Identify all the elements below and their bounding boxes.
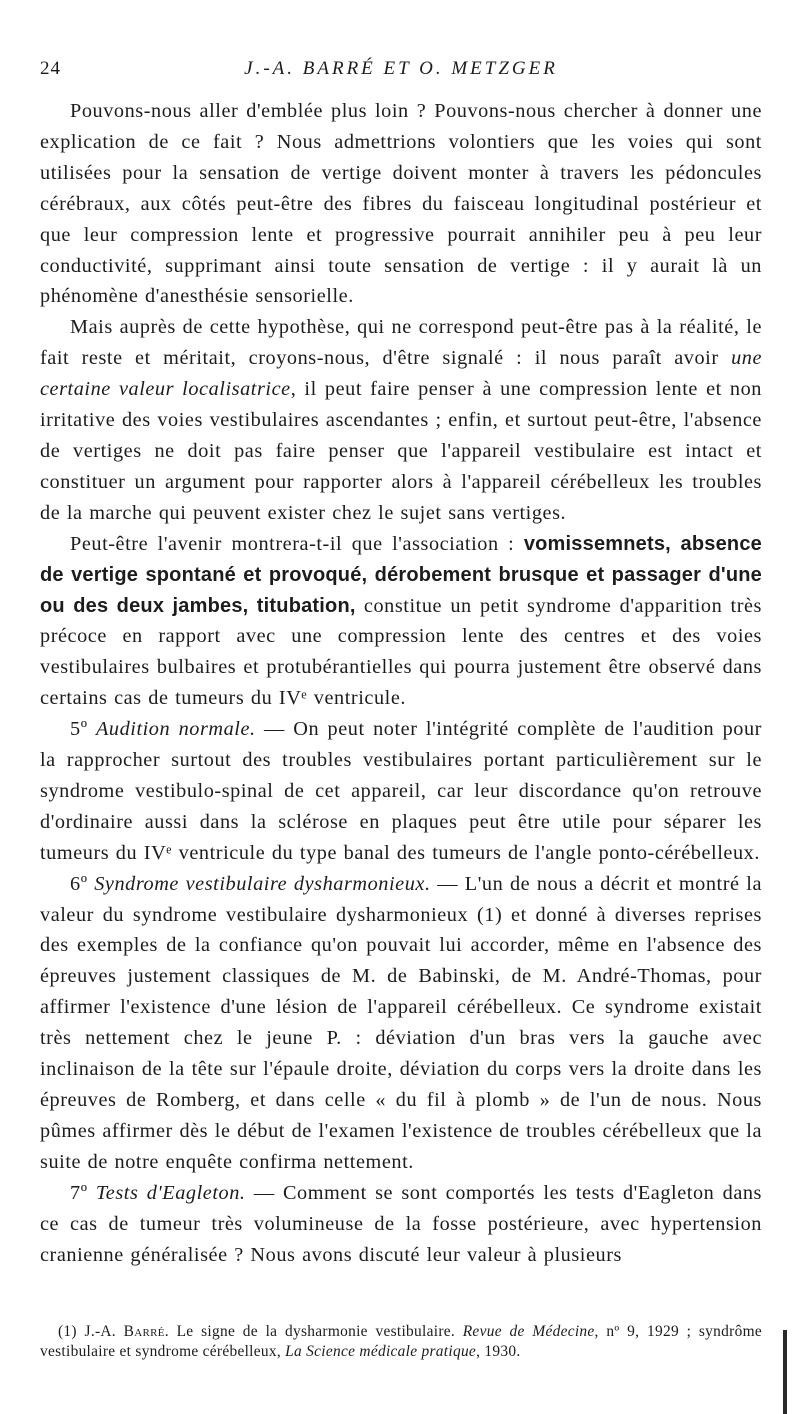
footnote-text-a: (1) J.-A. — [58, 1323, 124, 1340]
paragraph-5-text: — L'un de nous a décrit et montré la valeur du syndrome vestibulaire dysharmonieux (1) et donné à diverses reprises des exemples de la confiance qu'on pouvait lui accorder, même en l'absence des épreuves justement classiques de M. de Babinski, de M. André-Thomas, pour affirmer l'existence d'une lésion de l'appareil cérébelleux. Ce syndrome existait très nettement chez le jeune P. : déviation d'un bras vers la gauche avec inclinaison de la tête sur l'épaule droite, déviation du corps vers la droite dans les épreuves de Romberg, et dans celle « du fil à plomb » de l'un de nous. Nous pûmes affirmer dès le début de l'examen l'existence de troubles cérébelleux que la suite de notre enquête confirma nettement. — [40, 872, 762, 1173]
paragraph-3 — [40, 529, 762, 714]
paragraph-2-text-a: Mais auprès de cette hypothèse, qui ne correspond peut-être pas à la réalité, le fait reste et méritait, croyons-nous, d'être signalé : il nous paraît avoir — [40, 316, 762, 370]
paragraph-4 — [40, 714, 762, 869]
paragraph-5 — [40, 869, 762, 1178]
paragraph-1-text: Pouvons-nous aller d'emblée plus loin ? Pouvons-nous chercher à donner une explication de ce fait ? Nous admettrions volontiers que les voies qui sont utilisées pour la sensation de vertige doivent monter à travers les pédoncules cérébraux, aux côtés peut-être des fibres du faisceau longitudinal postérieur et que leur compression lente et progressive pourrait annihiler peu à peu leur conductivité, supprimant ainsi toute sensation de vertige : il y aurait là un phénomène d'anesthésie sensorielle. — [40, 100, 762, 308]
paragraph-4-number: 5º — [70, 718, 96, 741]
paragraph-6-text: — Comment se sont comportés les tests d'Eagleton dans ce cas de tumeur très volumineuse de la fosse postérieure, avec hypertension cranienne généralisée ? Nous avons discuté leur valeur à plusieurs — [40, 1181, 763, 1266]
paragraph-3-text-a: Peut-être l'avenir montrera-t-il que l'association : — [70, 532, 524, 555]
paragraph-6 — [40, 1178, 762, 1271]
body-text — [40, 96, 762, 1270]
paragraph-2-emphasis: une certaine valeur localisatrice — [40, 347, 762, 401]
footnote-1 — [40, 1322, 762, 1361]
paragraph-5-heading: Syndrome vestibulaire dysharmonieux. — [94, 872, 431, 895]
footnote — [40, 1322, 762, 1361]
scan-edge-mark — [783, 1330, 787, 1414]
paragraph-3-bold: vomissemnets, absence de vertige spontané et provoqué, dérobement brusque et passager d'une ou des deux jambes, titubation, — [40, 532, 762, 617]
paragraph-4-text: — On peut noter l'intégrité complète de l'audition pour la rapprocher surtout des troubles vestibulaires portant particulièrement sur le syndrome vestibulo-spinal de cet appareil, car leur discordance qu'on retrouve d'ordinaire aussi dans la sclérose en plaques peut être utile pour séparer les tumeurs du IVᵉ ventricule du type banal des tumeurs de l'angle ponto-cérébelleux. — [40, 718, 762, 864]
paragraph-4-heading: Audition normale. — [95, 718, 256, 741]
paragraph-6-number: 7º — [70, 1181, 96, 1204]
footnote-author: Barré — [123, 1323, 165, 1340]
running-header — [40, 58, 762, 86]
paragraph-3-text-b: constitue un petit syndrome d'apparition très précoce en rapport avec une compression lente des centres et des voies vestibulaires bulbaires et protubérantielles qui pourra justement être observé dans certains cas de tumeurs du IVᵉ ventricule. — [40, 594, 762, 710]
footnote-journal-2: La Science médicale pratique — [285, 1342, 477, 1360]
running-title: J.-A. BARRÉ ET O. METZGER — [244, 58, 558, 79]
footnote-text-b: . Le signe de la dysharmonie vestibulaire. — [164, 1323, 463, 1340]
footnote-text-c: , nº 9, 1929 ; syndrôme vestibulaire et syndrome cérébelleux, — [40, 1323, 762, 1360]
paragraph-5-number: 6º — [70, 872, 95, 895]
paragraph-6-heading: Tests d'Eagleton. — [95, 1181, 246, 1204]
footnote-text-d: , 1930. — [476, 1342, 521, 1360]
footnote-journal-1: Revue de Médecine — [462, 1323, 595, 1340]
paragraph-1 — [40, 96, 762, 312]
paragraph-2-text-b: , il peut faire penser à une compression lente et non irritative des voies vestibulaires ascendantes ; enfin, et surtout peut-être, l'absence de vertiges ne doit pas faire penser que l'appareil vestibulaire est intact et constituer un argument pour rapporter alors à l'appareil cérébelleux les troubles de la marche qui peuvent exister chez le sujet sans vertiges. — [40, 378, 762, 524]
paragraph-2 — [40, 312, 762, 528]
page-number: 24 — [40, 58, 61, 79]
